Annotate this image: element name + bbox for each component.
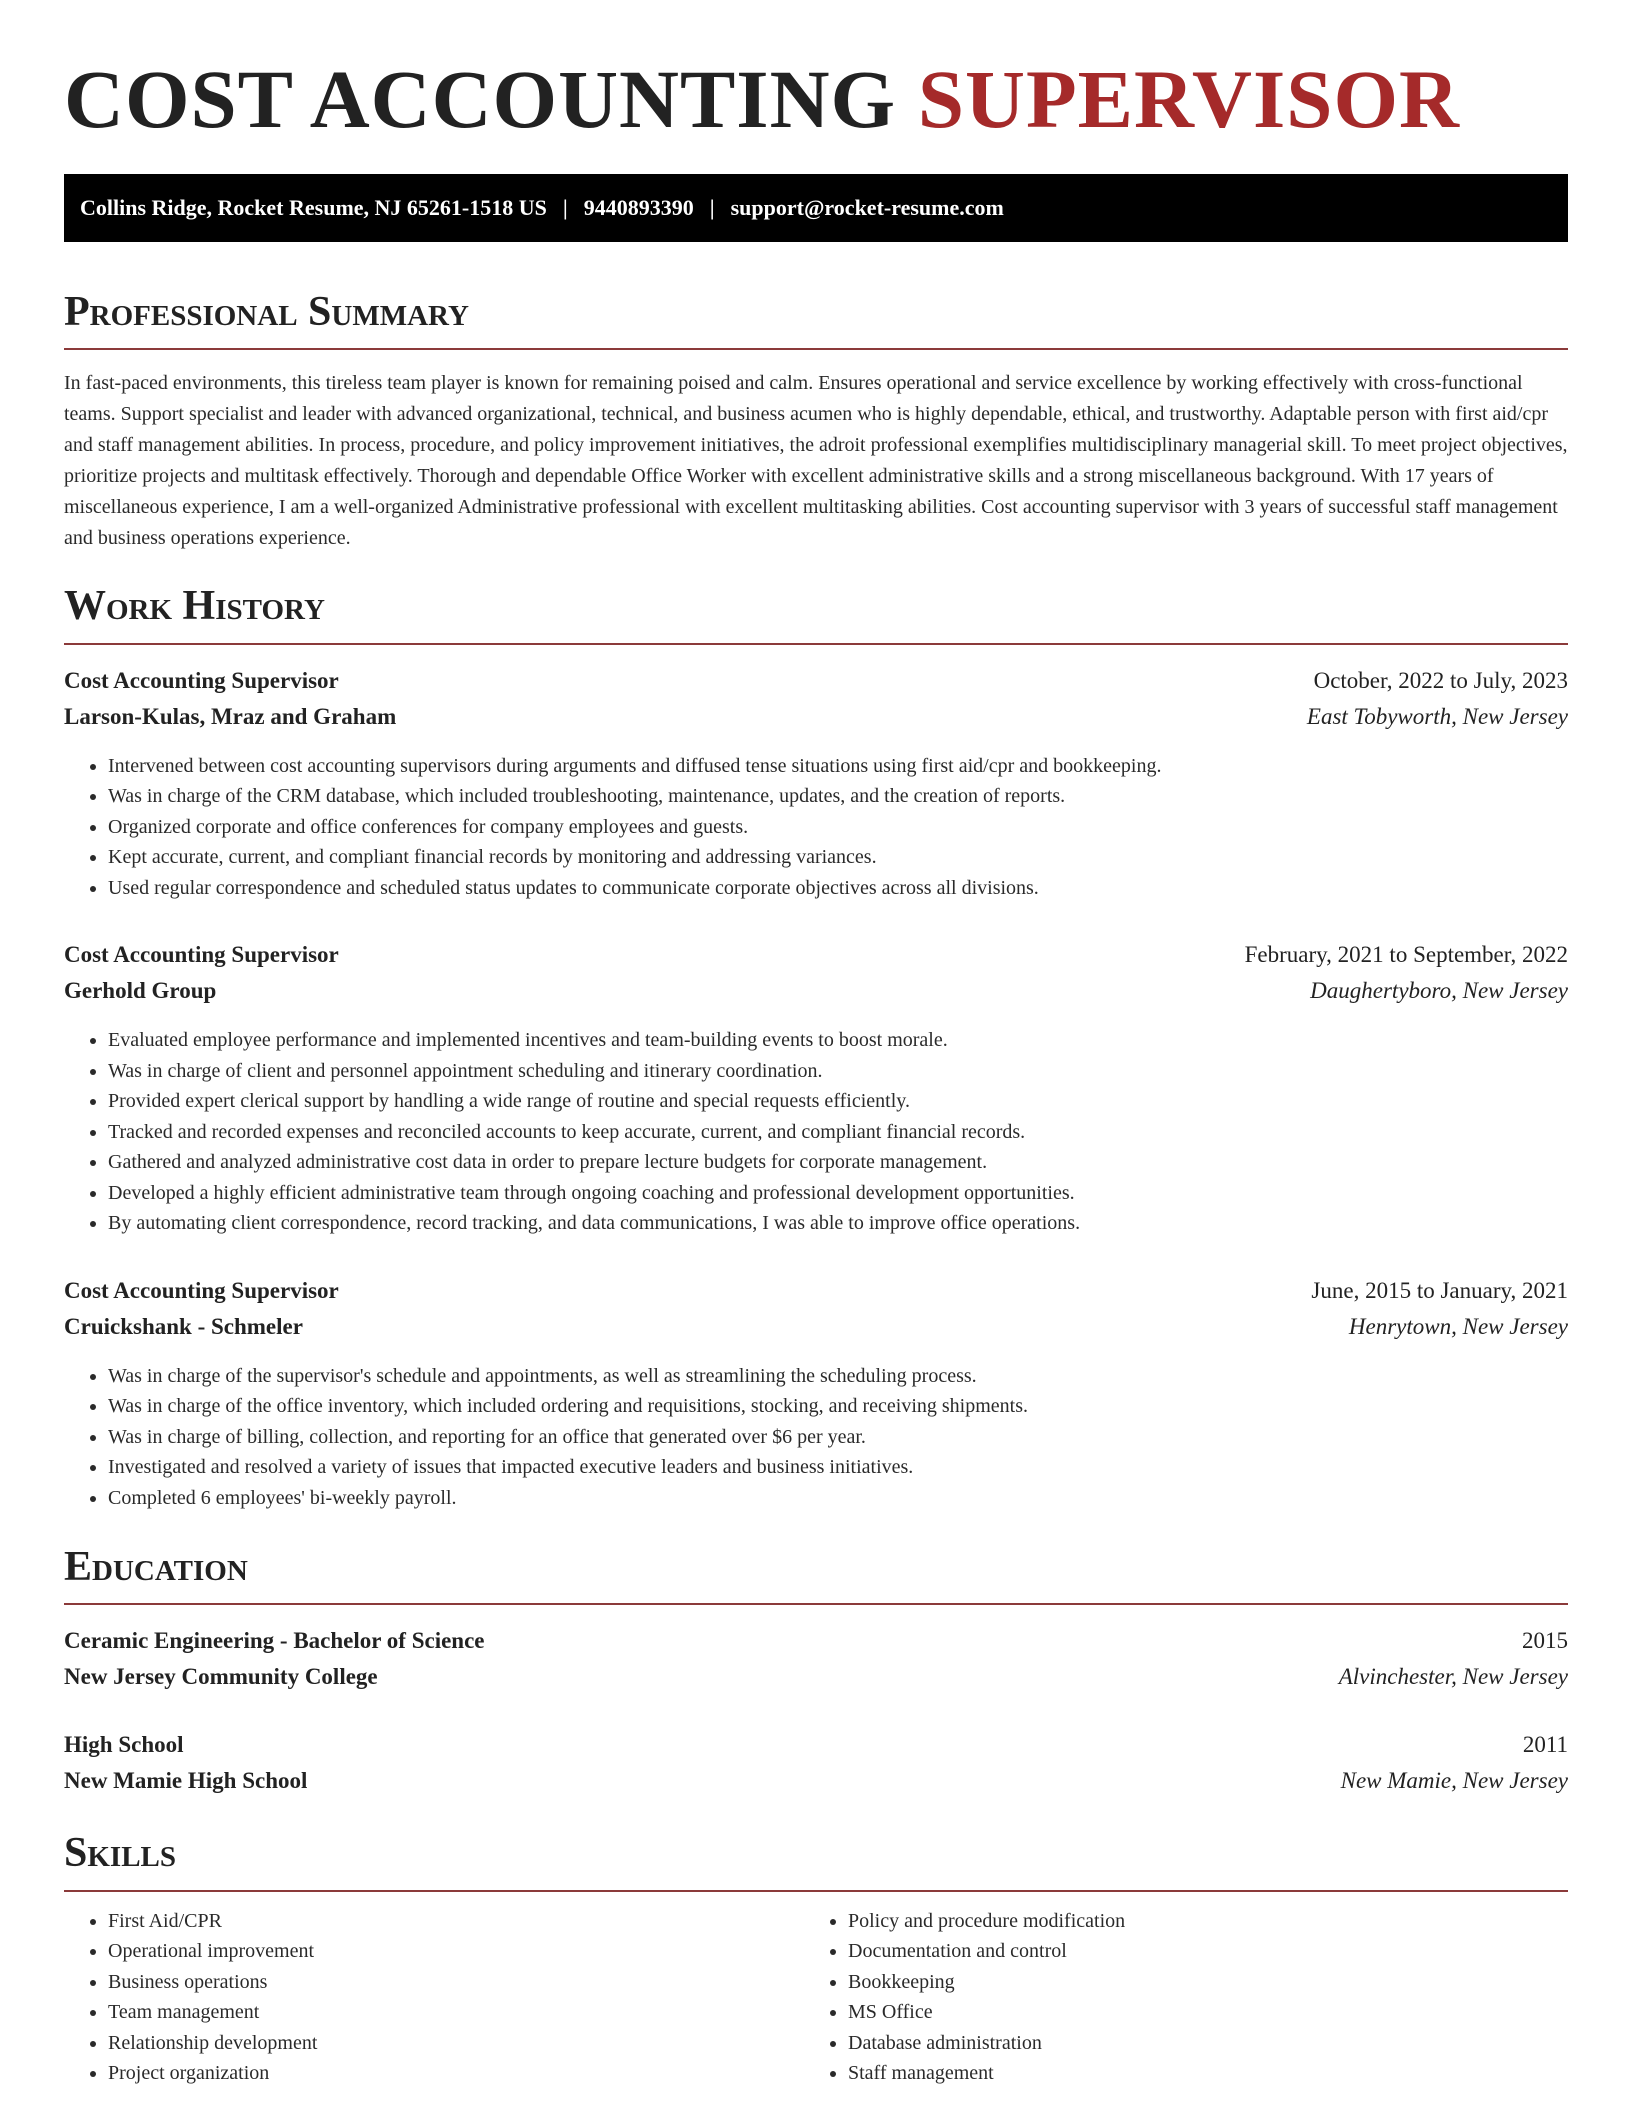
- skills-list: [64, 1906, 1568, 2089]
- job-bullet: • Was in charge of the office inventory, which included ordering and requisitions, stocking, and receiving shipments.: [108, 1391, 1568, 1422]
- skills-column-left: [64, 1906, 804, 2089]
- job-bullet: • Completed 6 employees' bi-weekly payroll.: [108, 1483, 1568, 1514]
- job-location: East Tobyworth, New Jersey: [1306, 703, 1568, 729]
- job-title: Cost Accounting Supervisor: [64, 1277, 339, 1303]
- contact-email: support@rocket-resume.com: [730, 195, 1004, 220]
- job-row-company: [64, 1309, 1568, 1345]
- job-dates: February, 2021 to September, 2022: [1244, 942, 1568, 968]
- job-row-company: [64, 699, 1568, 735]
- skill-item: • Project organization: [108, 2058, 804, 2089]
- job-bullets: [64, 1361, 1568, 1514]
- job-location: Daughertyboro, New Jersey: [1310, 978, 1568, 1004]
- job-bullets: [64, 751, 1568, 904]
- summary-heading: Professional Summary: [64, 288, 1568, 350]
- job-bullet: • Evaluated employee performance and implemented incentives and team-building events to boost morale.: [108, 1025, 1568, 1056]
- education-row-school: [64, 1659, 1568, 1695]
- education-heading: Education: [64, 1543, 1568, 1605]
- job-bullet: • Gathered and analyzed administrative cost data in order to prepare lecture budgets for corporate management.: [108, 1147, 1568, 1178]
- job-location: Henrytown, New Jersey: [1348, 1313, 1568, 1339]
- contact-phone: 9440893390: [583, 195, 694, 220]
- job-row-title: [64, 663, 1568, 699]
- job-title: Cost Accounting Supervisor: [64, 942, 339, 968]
- summary-text: In fast-paced environments, this tireless team player is known for remaining poised and calm. Ensures operational and service excellence by working effectively with cross-functional teams. Support specialist and leader with advanced organizational, technical, and business acumen who is highly dependable, ethical, and trustworthy. Adaptable person with first aid/cpr and staff management abilities. In process, procedure, and policy improvement initiatives, the adroit professional exemplifies multidisciplinary managerial skill. To meet project objectives, prioritize projects and multitask effectively. Thorough and dependable Office Worker with excellent administrative skills and a strong miscellaneous background. With 17 years of miscellaneous experience, I am a well-organized Administrative professional with excellent multitasking abilities. Cost accounting supervisor with 3 years of successful staff management and business operations experience.: [64, 372, 1568, 550]
- skills-heading: Skills: [64, 1829, 1568, 1891]
- contact-bar: [64, 174, 1568, 242]
- job-bullet: • Was in charge of the CRM database, which included troubleshooting, maintenance, updates, and the creation of reports.: [108, 781, 1568, 812]
- job-bullet: • Used regular correspondence and scheduled status updates to communicate corporate objectives across all divisions.: [108, 873, 1568, 904]
- job-bullet: • Investigated and resolved a variety of issues that impacted executive leaders and business initiatives.: [108, 1452, 1568, 1483]
- job-entry: [64, 1273, 1568, 1514]
- job-bullet: • Tracked and recorded expenses and reconciled accounts to keep accurate, current, and compliant financial records.: [108, 1117, 1568, 1148]
- skill-item: • Team management: [108, 1997, 804, 2028]
- contact-address: Collins Ridge, Rocket Resume, NJ 65261-1518 US: [80, 195, 547, 220]
- education-degree: High School: [64, 1732, 184, 1758]
- education-year: 2011: [1522, 1732, 1568, 1758]
- skill-item: • Database administration: [848, 2028, 1544, 2059]
- job-row-title: [64, 937, 1568, 973]
- skills-column-right: [804, 1906, 1544, 2089]
- contact-separator: |: [562, 195, 568, 220]
- education-year: 2015: [1522, 1628, 1568, 1654]
- education-school: New Mamie High School: [64, 1768, 308, 1794]
- job-entry: [64, 937, 1568, 1239]
- education-location: Alvinchester, New Jersey: [1338, 1664, 1568, 1690]
- skill-item: • Documentation and control: [848, 1936, 1544, 1967]
- job-company: Larson-Kulas, Mraz and Graham: [64, 703, 397, 729]
- skill-item: • MS Office: [848, 1997, 1544, 2028]
- job-title: Cost Accounting Supervisor: [64, 667, 339, 693]
- job-bullet: • Was in charge of billing, collection, and reporting for an office that generated over $6 per year.: [108, 1422, 1568, 1453]
- title-last: SUPERVISOR: [917, 53, 1460, 145]
- education-row-school: [64, 1763, 1568, 1799]
- job-bullet: • Kept accurate, current, and compliant financial records by monitoring and addressing variances.: [108, 842, 1568, 873]
- skill-item: • Policy and procedure modification: [848, 1906, 1544, 1937]
- education-row-degree: [64, 1727, 1568, 1763]
- skill-item: • Operational improvement: [108, 1936, 804, 1967]
- skill-item: • Relationship development: [108, 2028, 804, 2059]
- job-row-company: [64, 973, 1568, 1009]
- job-bullet: • Was in charge of client and personnel appointment scheduling and itinerary coordination.: [108, 1056, 1568, 1087]
- education-degree: Ceramic Engineering - Bachelor of Science: [64, 1628, 485, 1654]
- job-bullets: [64, 1025, 1568, 1239]
- skill-item: • Business operations: [108, 1967, 804, 1998]
- job-bullet: • Was in charge of the supervisor's schedule and appointments, as well as streamlining the scheduling process.: [108, 1361, 1568, 1392]
- title-first: COST ACCOUNTING: [64, 53, 897, 145]
- job-entry: [64, 663, 1568, 904]
- contact-separator: |: [709, 195, 715, 220]
- job-dates: June, 2015 to January, 2021: [1311, 1277, 1568, 1303]
- job-bullet: • By automating client correspondence, record tracking, and data communications, I was able to improve office operations.: [108, 1208, 1568, 1239]
- job-bullet: • Organized corporate and office conferences for company employees and guests.: [108, 812, 1568, 843]
- education-location: New Mamie, New Jersey: [1340, 1768, 1568, 1794]
- job-bullet: • Intervened between cost accounting supervisors during arguments and diffused tense situations using first aid/cpr and bookkeeping.: [108, 751, 1568, 782]
- education-school: New Jersey Community College: [64, 1664, 378, 1690]
- resume-title: [64, 0, 1568, 145]
- skill-item: • Staff management: [848, 2058, 1544, 2089]
- skill-item: • Bookkeeping: [848, 1967, 1544, 1998]
- work-history-heading: Work History: [64, 582, 1568, 644]
- education-row-degree: [64, 1623, 1568, 1659]
- education-entry: [64, 1727, 1568, 1799]
- education-entry: [64, 1623, 1568, 1695]
- job-bullet: • Developed a highly efficient administrative team through ongoing coaching and professional development opportunities.: [108, 1178, 1568, 1209]
- job-bullet: • Provided expert clerical support by handling a wide range of routine and special requests efficiently.: [108, 1086, 1568, 1117]
- skill-item: • First Aid/CPR: [108, 1906, 804, 1937]
- resume-page: [64, 0, 1568, 2089]
- job-row-title: [64, 1273, 1568, 1309]
- job-company: Cruickshank - Schmeler: [64, 1313, 303, 1339]
- job-company: Gerhold Group: [64, 978, 217, 1004]
- job-dates: October, 2022 to July, 2023: [1313, 667, 1568, 693]
